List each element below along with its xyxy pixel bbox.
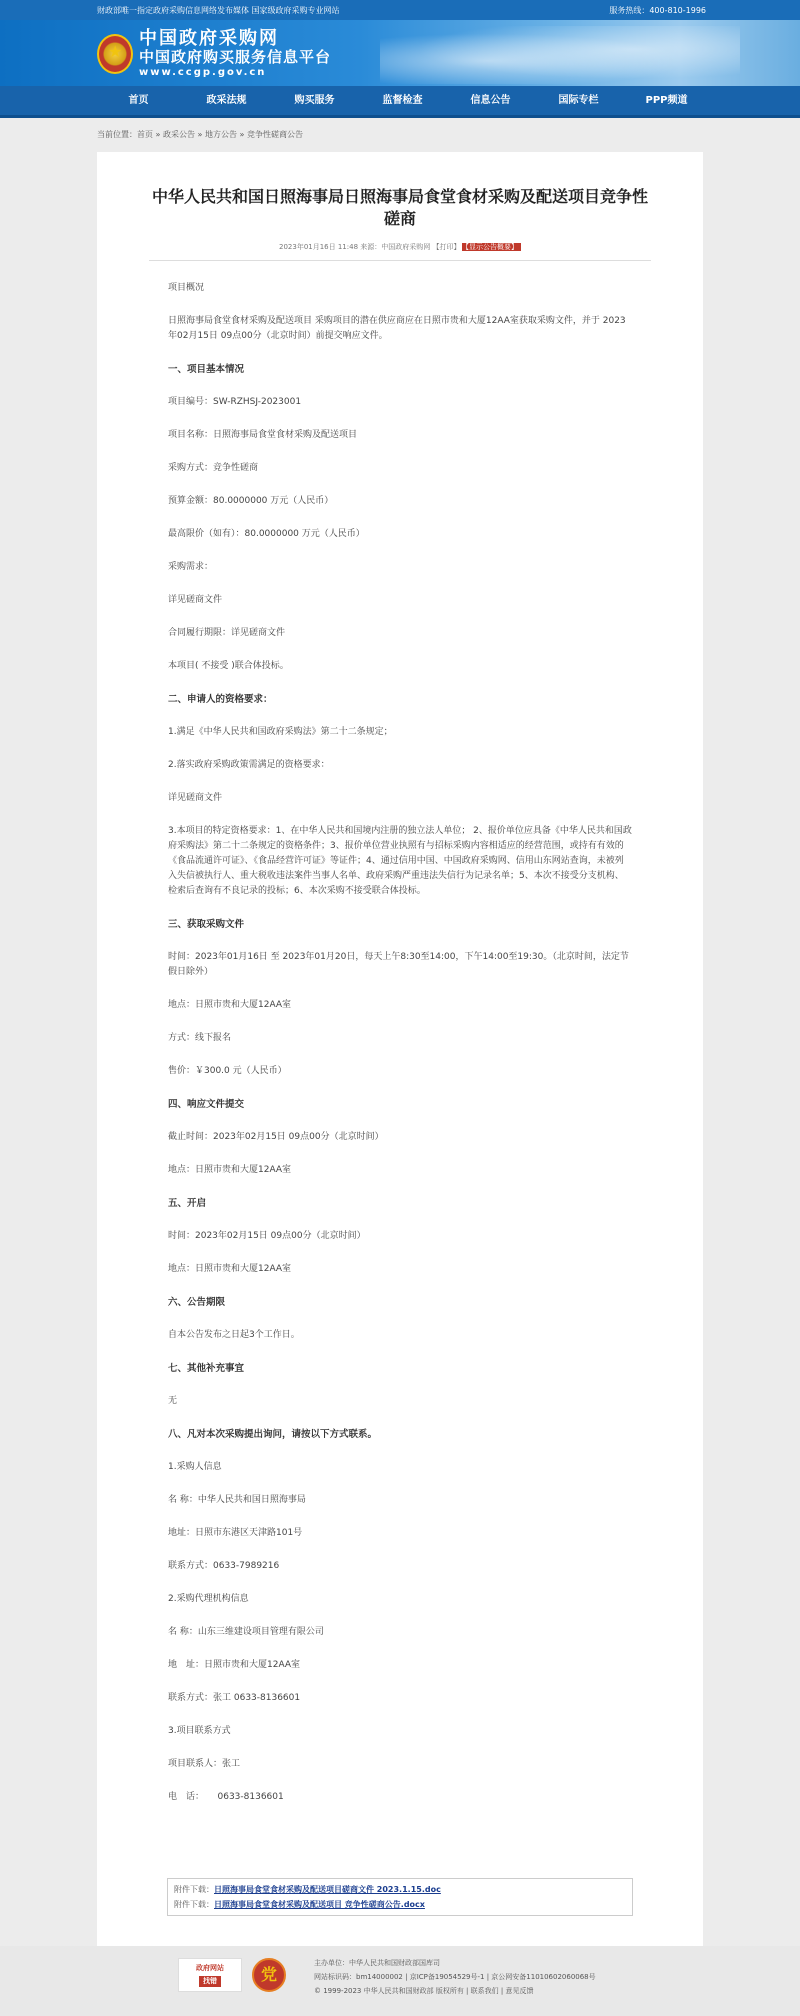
nav-announcements[interactable]: 信息公告 xyxy=(470,95,511,106)
attachment-label: 附件下载： xyxy=(174,1885,214,1894)
footer-icp: 网站标识码：bm14000002 | 京ICP备19054529号-1 | 京公网安备11010602060068号 xyxy=(314,1973,596,1981)
attachment-row xyxy=(174,1882,626,1897)
paragraph: 3.本项目的特定资格要求：1、在中华人民共和国境内注册的独立法人单位； 2、报价单位应具备《中华人民共和国政府采购法》第二十二条规定的资格条件；3、报价单位营业执照有与招标采购内容相适应的经营范围，或持有有效的《食品流通许可证》、《食品经营许可证》等证件；4、通过信用中国、中国政府采购网、信用山东网站查询，未被列入失信被执行人、重大税收违法案件当事人名单、政府采购严重违法失信行为记录名单；5、本次不接受分支机构、检索后查询有不良记录的投标；6、本次采购不接受联合体投标。 xyxy=(168,826,632,896)
section-heading: 八、凡对本次采购提出询问，请按以下方式联系。 xyxy=(168,1429,378,1440)
paragraph: 1.满足《中华人民共和国政府采购法》第二十二条规定； xyxy=(168,727,393,737)
nav-home[interactable]: 首页 xyxy=(128,95,149,106)
badge1-line2: 找错 xyxy=(199,1976,221,1987)
paragraph: 名 称：中华人民共和国日照海事局 xyxy=(168,1495,306,1505)
nav-supervision[interactable]: 监督检查 xyxy=(382,95,423,106)
paragraph: 最高限价（如有）：80.0000000 万元（人民币） xyxy=(168,529,365,539)
breadcrumb-home[interactable]: 首页 xyxy=(137,130,153,139)
paragraph: 名 称：山东三维建设项目管理有限公司 xyxy=(168,1627,324,1637)
paragraph: 采购需求： xyxy=(168,562,214,572)
paragraph: 地点：日照市贵和大厦12AA室 xyxy=(168,1264,292,1274)
paragraph: 时间：2023年01月16日 至 2023年01月20日，每天上午8:30至14:00，下午14:00至19:30。（北京时间，法定节假日除外） xyxy=(168,952,629,977)
breadcrumb: 当前位置：首页 » 政采公告 » 地方公告 » 竞争性磋商公告 xyxy=(97,130,303,139)
paragraph: 联系方式：0633-7989216 xyxy=(168,1561,280,1571)
nav-purchase-services[interactable]: 购买服务 xyxy=(294,95,335,106)
logo-text xyxy=(139,30,331,78)
paragraph: 合同履行期限：详见磋商文件 xyxy=(168,628,286,638)
article-title: 中华人民共和国日照海事局日照海事局食堂食材采购及配送项目竞争性磋商 xyxy=(151,187,648,228)
paragraph: 地址：日照市东港区天津路101号 xyxy=(168,1528,303,1538)
paragraph: 无 xyxy=(168,1396,178,1406)
section-heading: 三、获取采购文件 xyxy=(168,919,245,930)
paragraph: 售价：￥300.0 元（人民币） xyxy=(168,1066,287,1076)
paragraph: 电 话： 0633-8136601 xyxy=(168,1792,284,1802)
breadcrumb-prefix: 当前位置： xyxy=(97,130,137,139)
header-banner xyxy=(0,20,800,86)
national-emblem-icon xyxy=(97,34,133,74)
attachments-box xyxy=(167,1878,633,1916)
attachment-link[interactable]: 日照海事局食堂食材采购及配送项目 竞争性磋商公告.docx xyxy=(214,1900,425,1909)
article-container xyxy=(97,152,703,2016)
section-heading: 四、响应文件提交 xyxy=(168,1099,245,1110)
attachment-row xyxy=(174,1897,626,1912)
paragraph: 项目联系人：张工 xyxy=(168,1759,241,1769)
paragraph: 详见磋商文件 xyxy=(168,793,223,803)
paragraph: 日照海事局食堂食材采购及配送项目 采购项目的潜在供应商应在日照市贵和大厦12AA室获取采购文件，并于 2023年02月15日 09点00分（北京时间）前提交响应文件。 xyxy=(168,316,626,341)
meta-text: 2023年01月16日 11:48 来源：中国政府采购网 【打印】 xyxy=(279,243,461,251)
nav-ppp[interactable]: PPP频道 xyxy=(645,95,688,106)
breadcrumb-local[interactable]: 地方公告 xyxy=(204,130,237,139)
nav-regulations[interactable]: 政采法规 xyxy=(206,95,247,106)
party-org-badge-icon[interactable]: 党 xyxy=(252,1958,286,1992)
attachment-label: 附件下载： xyxy=(174,1900,214,1909)
paragraph: 采购方式：竞争性磋商 xyxy=(168,463,259,473)
nav-international[interactable]: 国际专栏 xyxy=(558,95,599,106)
paragraph: 1.采购人信息 xyxy=(168,1462,222,1472)
paragraph: 本项目( 不接受 )联合体投标。 xyxy=(168,661,289,671)
paragraph: 地 址：日照市贵和大厦12AA室 xyxy=(168,1660,301,1670)
article-meta xyxy=(149,242,651,261)
paragraph: 地点：日照市贵和大厦12AA室 xyxy=(168,1165,292,1175)
paragraph: 项目名称：日照海事局食堂食材采购及配送项目 xyxy=(168,430,358,440)
paragraph: 详见磋商文件 xyxy=(168,595,223,605)
show-summary-button[interactable]: 【显示公告概要】 xyxy=(462,243,521,251)
paragraph: 2.采购代理机构信息 xyxy=(168,1594,249,1604)
top-info-bar xyxy=(0,0,800,20)
footer-sponsor: 主办单位：中华人民共和国财政部国库司 xyxy=(314,1959,440,1967)
paragraph: 自本公告发布之日起3个工作日。 xyxy=(168,1330,300,1340)
attachment-link[interactable]: 日照海事局食堂食材采购及配送项目磋商文件 2023.1.15.doc xyxy=(214,1885,441,1894)
paragraph: 2.落实政府采购政策需满足的资格要求： xyxy=(168,760,330,770)
cloud-decoration xyxy=(380,26,740,84)
section-heading: 六、公告期限 xyxy=(168,1297,226,1308)
section-heading: 五、开启 xyxy=(168,1198,207,1209)
section-heading: 一、项目基本情况 xyxy=(168,364,245,375)
paragraph: 预算金额：80.0000000 万元（人民币） xyxy=(168,496,334,506)
badge1-line1: 政府网站 xyxy=(196,1964,224,1972)
breadcrumb-negotiation[interactable]: 竞争性磋商公告 xyxy=(246,130,303,139)
gov-site-error-badge[interactable] xyxy=(178,1958,242,1992)
section-heading: 七、其他补充事宜 xyxy=(168,1363,245,1374)
paragraph: 项目编号：SW-RZHSJ-2023001 xyxy=(168,397,302,407)
site-logo[interactable] xyxy=(97,30,331,78)
main-nav xyxy=(0,86,800,118)
logo-line2: 中国政府购买服务信息平台 xyxy=(139,48,332,66)
top-info-left: 财政部唯一指定政府采购信息网络发布媒体 国家级政府采购专业网站 xyxy=(97,5,340,15)
paragraph: 地点：日照市贵和大厦12AA室 xyxy=(168,1000,292,1010)
footer-info xyxy=(314,1956,596,1998)
logo-line1: 中国政府采购网 xyxy=(139,28,279,49)
footer-copyright: © 1999-2023 中华人民共和国财政部 版权所有 | 联系我们 | 意见反馈 xyxy=(314,1987,534,1995)
article-body xyxy=(149,281,651,1805)
footer xyxy=(0,1946,800,2016)
paragraph: 截止时间：2023年02月15日 09点00分（北京时间） xyxy=(168,1132,384,1142)
hotline: 服务热线：400-810-1996 xyxy=(609,5,706,15)
paragraph: 时间：2023年02月15日 09点00分（北京时间） xyxy=(168,1231,366,1241)
paragraph: 3.项目联系方式 xyxy=(168,1726,231,1736)
breadcrumb-announcements[interactable]: 政采公告 xyxy=(162,130,195,139)
paragraph: 联系方式：张工 0633-8136601 xyxy=(168,1693,301,1703)
paragraph: 方式：线下报名 xyxy=(168,1033,232,1043)
section-heading: 二、申请人的资格要求： xyxy=(168,694,273,705)
logo-url: www.ccgp.gov.cn xyxy=(139,67,267,78)
paragraph: 项目概况 xyxy=(168,283,205,293)
